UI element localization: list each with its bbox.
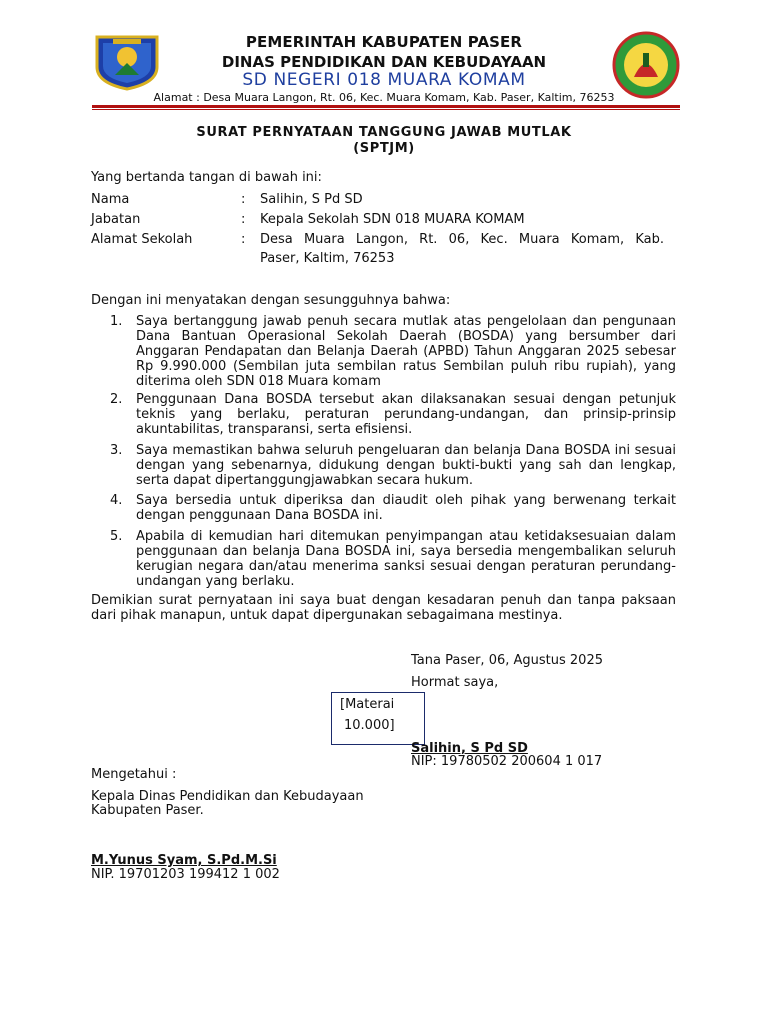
list-item (110, 392, 676, 438)
list-item-number: 2. (110, 392, 123, 407)
list-item (110, 314, 676, 390)
identity-value-position: Kepala Sekolah SDN 018 MUARA KOMAM (260, 212, 525, 227)
stamp-line2: 10.000] (344, 718, 395, 733)
document-title: SURAT PERNYATAAN TANGGUNG JAWAB MUTLAK (196, 125, 572, 140)
signer-name: Salihin, S Pd SD (411, 741, 528, 756)
header-rule-thick (92, 105, 680, 108)
list-item (110, 493, 676, 523)
list-item-text: Saya memastikan bahwa seluruh pengeluaran dan belanja Dana BOSDA ini sesuai dengan yang sebenarnya, didukung dengan bukti-bukti yang sah dan lengkap, serta dapat dipertanggungjawabkan secara hukum. (136, 443, 676, 488)
list-item-text: Penggunaan Dana BOSDA tersebut akan dilaksanakan sesuai dengan petunjuk teknis yang berlaku, peraturan perundang-undangan, dan prinsip-prinsip akuntabilitas, transparansi, serta efisiensi. (136, 392, 676, 437)
list-item-number: 4. (110, 493, 123, 508)
greeting: Hormat saya, (411, 675, 499, 690)
identity-value-address-cont: Paser, Kaltim, 76253 (260, 251, 395, 266)
header-school-name: SD NEGERI 018 MUARA KOMAM (242, 70, 526, 90)
document-subtitle: (SPTJM) (353, 141, 415, 156)
header-address: Alamat : Desa Muara Langon, Rt. 06, Kec. Muara Komam, Kab. Paser, Kaltim, 76253 (153, 91, 615, 104)
identity-sep: : (241, 192, 246, 207)
header-government: PEMERINTAH KABUPATEN PASER (245, 33, 523, 51)
list-item-text: Apabila di kemudian hari ditemukan penyimpangan atau ketidaksesuaian dalam penggunaan dan belanja Dana BOSDA ini, saya bersedia mengembalikan seluruh kerugian negara dan/atau menerima sanksi sesuai dengan peraturan perundang-undangan yang berlaku. (136, 529, 676, 589)
list-item-number: 5. (110, 529, 123, 544)
list-item-number: 1. (110, 314, 123, 329)
acknowledge-office: Kepala Dinas Pendidikan dan Kebudayaan (91, 789, 364, 804)
acknowledge-office-cont: Kabupaten Paser. (91, 803, 204, 818)
list-item-number: 3. (110, 443, 123, 458)
header-rule-thin (92, 109, 680, 110)
identity-value-address: Desa Muara Langon, Rt. 06, Kec. Muara Komam, Kab. (260, 232, 664, 247)
identity-label-position: Jabatan (91, 212, 141, 227)
identity-value-name: Salihin, S Pd SD (260, 192, 363, 207)
closing-paragraph: Demikian surat pernyataan ini saya buat dengan kesadaran penuh dan tanpa paksaan dari pihak manapun, untuk dapat dipergunakan sebagaimana mestinya. (91, 593, 676, 623)
stamp-box (331, 692, 425, 745)
head-nip: NIP. 19701203 199412 1 002 (91, 867, 280, 882)
identity-label-name: Nama (91, 192, 130, 207)
head-name: M.Yunus Syam, S.Pd.M.Si (91, 853, 277, 868)
statement-intro: Dengan ini menyatakan dengan sesungguhnya bahwa: (91, 293, 451, 308)
list-item-text: Saya bersedia untuk diperiksa dan diaudit oleh pihak yang berwenang terkait dengan penggunaan Dana BOSDA ini. (136, 493, 676, 523)
signer-nip: NIP: 19780502 200604 1 017 (411, 754, 603, 769)
header-department: DINAS PENDIDIKAN DAN KEBUDAYAAN (221, 53, 547, 71)
list-item (110, 529, 676, 589)
list-item (110, 443, 676, 489)
stamp-line1: [Materai (340, 697, 395, 712)
identity-sep: : (241, 232, 246, 247)
list-item-text: Saya bertanggung jawab penuh secara mutlak atas pengelolaan dan pengunaan Dana Bantuan Operasional Sekolah Daerah (BOSDA) yang bersumber dari Anggaran Pendapatan dan Belanja Daerah (APBD) Tahun Anggaran 2025 sebesar Rp 9.990.000 (Sembilan juta sembilan ratus Sembilan puluh ribu rupiah), yang diterima oleh SDN 018 Muara komam (136, 314, 676, 389)
intro-text: Yang bertanda tangan di bawah ini: (91, 170, 322, 185)
identity-label-address: Alamat Sekolah (91, 232, 193, 247)
place-date: Tana Paser, 06, Agustus 2025 (411, 653, 603, 668)
identity-sep: : (241, 212, 246, 227)
acknowledge-label: Mengetahui : (91, 767, 177, 782)
